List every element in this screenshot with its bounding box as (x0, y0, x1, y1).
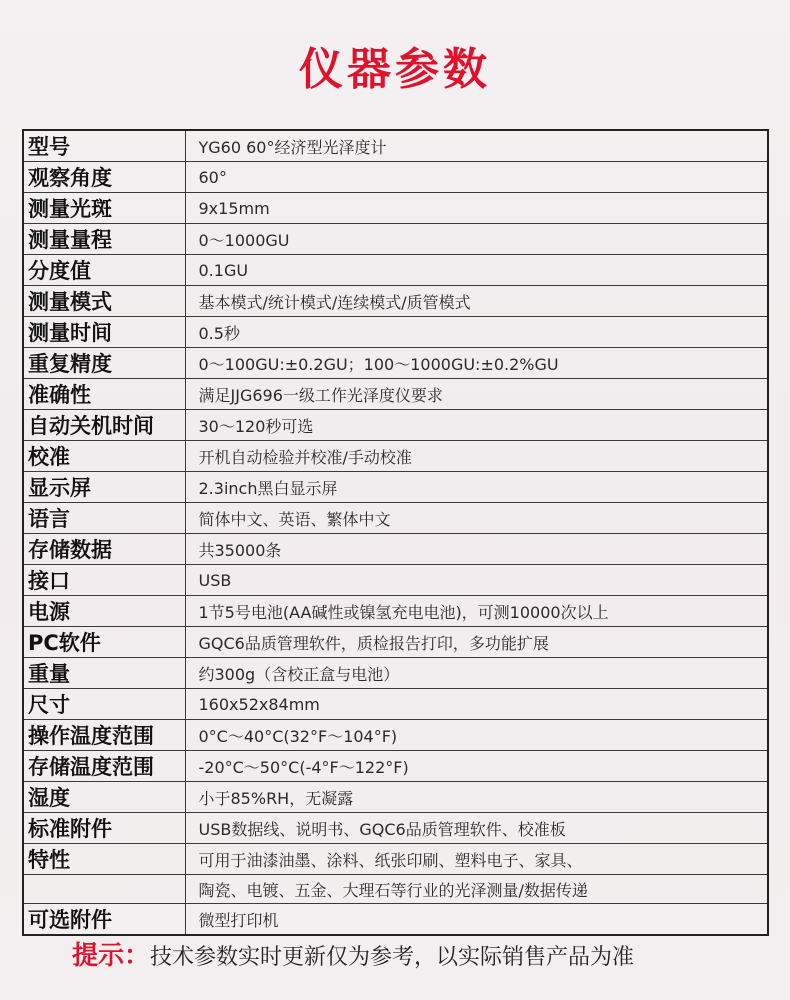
spec-label: 湿度 (23, 782, 185, 813)
spec-value: USB数据线、说明书、GQC6品质管理软件、校准板 (185, 813, 768, 844)
spec-row (23, 317, 768, 348)
spec-label: 分度值 (23, 255, 185, 286)
spec-label: 尺寸 (23, 689, 185, 720)
spec-row (23, 565, 768, 596)
spec-label: 操作温度范围 (23, 720, 185, 751)
spec-label: 特性 (23, 844, 185, 875)
spec-value: 微型打印机 (185, 904, 768, 936)
spec-value: 可用于油漆油墨、涂料、纸张印刷、塑料电子、家具、 (185, 844, 768, 875)
spec-value: 2.3inch黑白显示屏 (185, 472, 768, 503)
spec-value: 共35000条 (185, 534, 768, 565)
spec-label: 接口 (23, 565, 185, 596)
spec-row (23, 441, 768, 472)
spec-value: 开机自动检验并校准/手动校准 (185, 441, 768, 472)
spec-row (23, 379, 768, 410)
spec-row (23, 782, 768, 813)
spec-value: 160x52x84mm (185, 689, 768, 720)
spec-row (23, 410, 768, 441)
spec-label: 自动关机时间 (23, 410, 185, 441)
spec-label: 测量时间 (23, 317, 185, 348)
spec-value: 0.1GU (185, 255, 768, 286)
spec-row (23, 751, 768, 782)
spec-row (23, 130, 768, 162)
spec-label: 测量光斑 (23, 193, 185, 224)
spec-label: 语言 (23, 503, 185, 534)
spec-value: 9x15mm (185, 193, 768, 224)
disclaimer-note (72, 936, 634, 978)
page-title: 仪器参数 (299, 44, 491, 95)
spec-value: 0～100GU:±0.2GU；100～1000GU:±0.2%GU (185, 348, 768, 379)
spec-row (23, 627, 768, 658)
spec-row (23, 534, 768, 565)
spec-label: 准确性 (23, 379, 185, 410)
spec-row (23, 658, 768, 689)
spec-label: 校准 (23, 441, 185, 472)
spec-value: 简体中文、英语、繁体中文 (185, 503, 768, 534)
spec-row (23, 813, 768, 844)
spec-label: 可选附件 (23, 904, 185, 936)
spec-row (23, 596, 768, 627)
spec-value: 0.5秒 (185, 317, 768, 348)
spec-row (23, 689, 768, 720)
spec-value: -20°C～50°C(-4°F～122°F) (185, 751, 768, 782)
spec-value: USB (185, 565, 768, 596)
spec-value: 小于85%RH，无凝露 (185, 782, 768, 813)
spec-table-body (23, 130, 768, 935)
spec-row (23, 720, 768, 751)
spec-value: 约300g（含校正盒与电池） (185, 658, 768, 689)
spec-row (23, 162, 768, 193)
spec-row (23, 224, 768, 255)
spec-row (23, 255, 768, 286)
spec-label: 显示屏 (23, 472, 185, 503)
spec-label: 存储数据 (23, 534, 185, 565)
spec-label: 型号 (23, 130, 185, 162)
spec-value: 0～1000GU (185, 224, 768, 255)
spec-label: 重复精度 (23, 348, 185, 379)
spec-label: PC软件 (23, 627, 185, 658)
spec-row (23, 844, 768, 875)
spec-row (23, 193, 768, 224)
spec-value: 满足JJG696一级工作光泽度仪要求 (185, 379, 768, 410)
spec-value: 基本模式/统计模式/连续模式/质管模式 (185, 286, 768, 317)
spec-label (23, 875, 185, 904)
spec-table (22, 129, 769, 936)
spec-label: 标准附件 (23, 813, 185, 844)
spec-row (23, 503, 768, 534)
spec-value: GQC6品质管理软件，质检报告打印，多功能扩展 (185, 627, 768, 658)
spec-value: 60° (185, 162, 768, 193)
spec-label: 测量模式 (23, 286, 185, 317)
spec-value: 1节5号电池(AA碱性或镍氢充电电池)，可测10000次以上 (185, 596, 768, 627)
spec-row (23, 472, 768, 503)
spec-label: 测量量程 (23, 224, 185, 255)
spec-row (23, 286, 768, 317)
spec-label: 重量 (23, 658, 185, 689)
note-text: 技术参数实时更新仅为参考，以实际销售产品为准 (150, 945, 635, 970)
note-label: 提示： (72, 941, 151, 971)
spec-label: 观察角度 (23, 162, 185, 193)
spec-label: 存储温度范围 (23, 751, 185, 782)
spec-value: YG60 60°经济型光泽度计 (185, 130, 768, 162)
spec-row (23, 348, 768, 379)
spec-row (23, 875, 768, 904)
spec-value: 30～120秒可选 (185, 410, 768, 441)
spec-label: 电源 (23, 596, 185, 627)
spec-value: 陶瓷、电镀、五金、大理石等行业的光泽测量/数据传递 (185, 875, 768, 904)
spec-value: 0°C～40°C(32°F～104°F) (185, 720, 768, 751)
spec-row (23, 904, 768, 936)
